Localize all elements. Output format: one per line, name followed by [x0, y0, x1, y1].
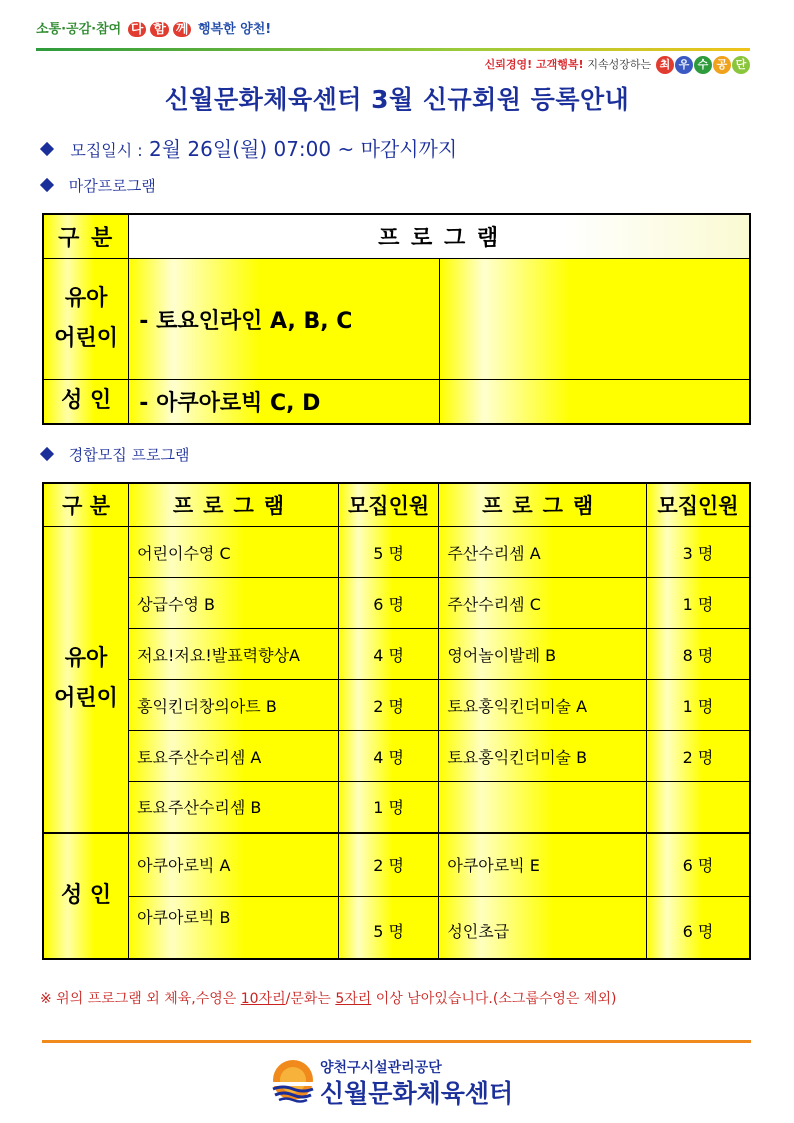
- slogan-right-dark: 지속성장하는: [587, 58, 652, 71]
- open-heading: [42, 444, 189, 465]
- slogan-left-prefix: 소통·공감·참여: [36, 22, 122, 37]
- program-count: 5 명: [338, 897, 439, 959]
- table-row: [43, 897, 750, 959]
- header-category: 구 분: [43, 483, 129, 527]
- table-row: [43, 782, 750, 833]
- header-count-left: 모집인원: [338, 483, 439, 527]
- recruit-label: 모집일시 :: [70, 141, 143, 160]
- program-name: 상급수영 B: [129, 578, 339, 629]
- header-count-right: 모집인원: [646, 483, 750, 527]
- closed-heading: [42, 175, 156, 196]
- header-divider: [36, 48, 750, 51]
- program-count: 6 명: [646, 897, 750, 959]
- category-line2: 어린이: [54, 326, 119, 351]
- program-count: 4 명: [338, 629, 439, 680]
- empty-cell: [440, 380, 750, 424]
- footnote: [40, 988, 616, 1008]
- footnote-culture-seats: 5자리: [335, 991, 372, 1007]
- program-count: 8 명: [646, 629, 750, 680]
- sun-wave-logo-icon: [270, 1058, 316, 1104]
- program-name: 홍익킨더창의아트 B: [129, 680, 339, 731]
- header-program-left: 프로그램: [129, 483, 339, 527]
- program-cell: - 토요인라인 A, B, C: [129, 259, 440, 380]
- page-title: 신월문화체육센터 3월 신규회원 등록안내: [164, 85, 630, 114]
- program-name: 토요홍익킨더미술 B: [439, 731, 647, 782]
- program-count: 2 명: [646, 731, 750, 782]
- slogan-right-badge: 우: [675, 56, 693, 74]
- program-name: 아쿠아로빅 A: [129, 833, 339, 897]
- slogan-badge: 함: [150, 22, 169, 37]
- category-cell: 성 인: [43, 380, 129, 424]
- category-line1: 유아: [64, 646, 108, 672]
- program-count: 1 명: [646, 578, 750, 629]
- slogan-badge: 께: [173, 22, 192, 37]
- table-row: [43, 259, 750, 380]
- program-name: 성인초급: [439, 897, 647, 959]
- program-name: 아쿠아로빅 B: [129, 897, 339, 959]
- program-count: 2 명: [338, 833, 439, 897]
- slogan-right-badge: 수: [694, 56, 712, 74]
- closed-heading-text: 마감프로그램: [68, 177, 156, 195]
- program-name: 토요주산수리셈 B: [129, 782, 339, 833]
- category-line2: 어린이: [54, 686, 118, 712]
- open-heading-text: 경합모집 프로그램: [68, 446, 190, 464]
- program-count: 2 명: [338, 680, 439, 731]
- program-name: 어린이수영 C: [129, 527, 339, 578]
- slogan-right-badge: 공: [713, 56, 731, 74]
- footnote-sports-seats: 10자리: [240, 991, 286, 1007]
- category-cell: [43, 527, 129, 833]
- slogan-right-red1: 신뢰경영!: [484, 58, 533, 71]
- program-count: 6 명: [646, 833, 750, 897]
- table-row: [43, 833, 750, 897]
- org-name: 신월문화체육센터: [320, 1079, 514, 1108]
- footer-divider: [42, 1040, 751, 1043]
- program-name: [439, 782, 647, 833]
- empty-cell: [440, 259, 750, 380]
- closed-programs-table: [42, 213, 751, 425]
- table-row: [43, 578, 750, 629]
- recruit-value: 2월 26일(월) 07:00 ~ 마감시까지: [149, 137, 458, 161]
- program-name: 토요주산수리셈 A: [129, 731, 339, 782]
- slogan-left: [36, 18, 271, 37]
- diamond-bullet-icon: [40, 141, 54, 155]
- header-category: 구 분: [43, 214, 129, 259]
- table-row: [43, 380, 750, 424]
- program-name: 주산수리셈 C: [439, 578, 647, 629]
- table-row: [43, 680, 750, 731]
- recruit-period: [42, 133, 457, 162]
- category-cell: [43, 259, 129, 380]
- program-count: 4 명: [338, 731, 439, 782]
- header-program: 프 로 그 램: [129, 214, 750, 259]
- org-subtitle: 양천구시설관리공단: [320, 1060, 442, 1076]
- program-count: 1 명: [338, 782, 439, 833]
- table-row: [43, 629, 750, 680]
- program-count: 6 명: [338, 578, 439, 629]
- program-cell: - 아쿠아로빅 C, D: [129, 380, 440, 424]
- program-count: 1 명: [646, 680, 750, 731]
- program-name: 영어놀이발레 B: [439, 629, 647, 680]
- diamond-bullet-icon: [40, 177, 54, 191]
- program-count: 5 명: [338, 527, 439, 578]
- footnote-part1: ※ 위의 프로그램 외 체육,수영은: [40, 991, 237, 1007]
- program-name: 토요홍익킨더미술 A: [439, 680, 647, 731]
- footnote-part2: /문화는: [285, 991, 331, 1007]
- program-count: [646, 782, 750, 833]
- program-count: 3 명: [646, 527, 750, 578]
- slogan-badge: 다: [128, 22, 147, 37]
- table-header-row: [43, 214, 750, 259]
- slogan-left-suffix: 행복한 양천!: [197, 22, 272, 37]
- program-name: 주산수리셈 A: [439, 527, 647, 578]
- slogan-right: [450, 56, 750, 74]
- table-row: [43, 527, 750, 578]
- slogan-right-red2: 고객행복!: [536, 58, 584, 71]
- slogan-right-badge: 단: [732, 56, 750, 74]
- table-row: [43, 731, 750, 782]
- category-line1: 유아: [64, 286, 108, 311]
- category-cell: 성 인: [43, 833, 129, 959]
- diamond-bullet-icon: [40, 446, 54, 460]
- program-name: 아쿠아로빅 E: [439, 833, 647, 897]
- program-name: 저요!저요!발표력향상A: [129, 629, 339, 680]
- header-program-right: 프로그램: [439, 483, 647, 527]
- open-programs-table: [42, 482, 751, 960]
- footnote-part3: 이상 남아있습니다.(소그룹수영은 제외): [375, 991, 617, 1007]
- slogan-right-badge: 최: [656, 56, 674, 74]
- table-header-row: [43, 483, 750, 527]
